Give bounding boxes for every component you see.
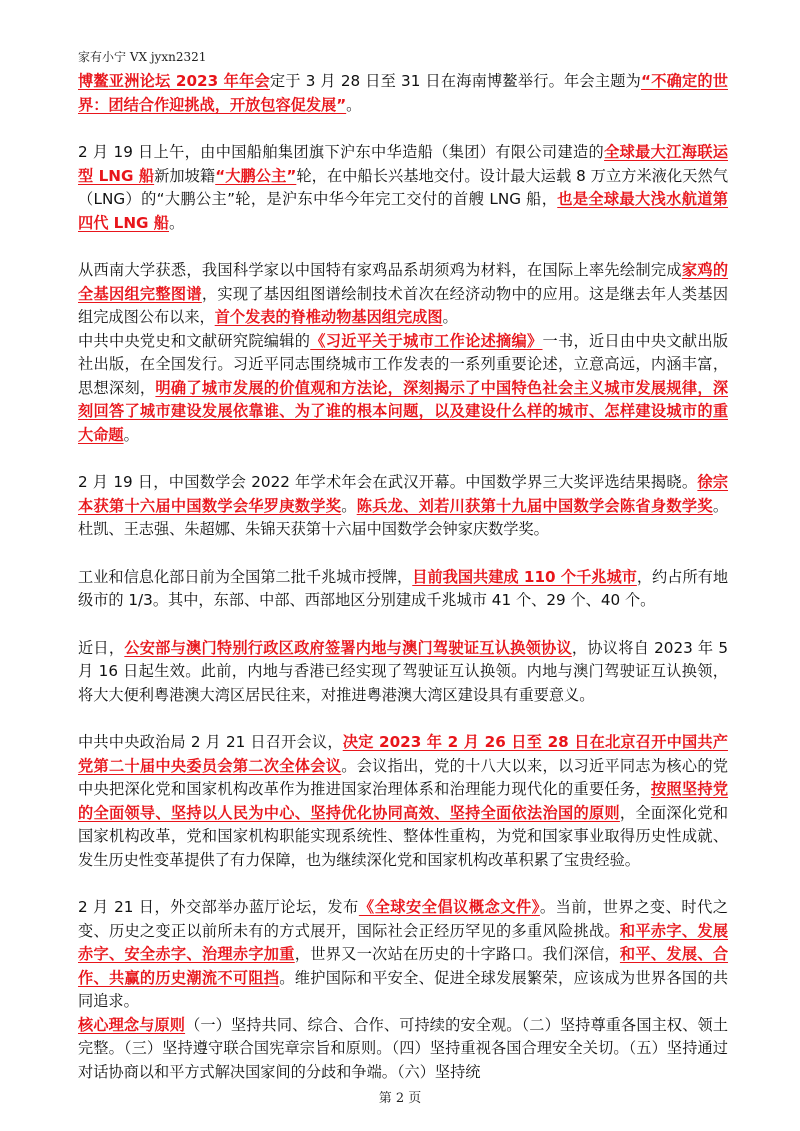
body-text: 。 [341,496,357,515]
highlighted-text: 全球最大江海联运型 LNG 船 [78,143,728,185]
body-text: 近日， [78,638,125,657]
paragraph-city-work-book [78,330,728,448]
paragraph-gigabit-cities [78,566,728,613]
paragraph-global-security [78,896,728,1014]
highlighted-text: 首个发表的脊椎动物基因组完成图 [214,308,443,326]
highlighted-text: 目前我国共建成 110 个千兆城市 [412,567,637,586]
body-text: 工业和信息化部日前为全国第二批千兆城市授牌， [78,567,413,586]
paragraph-lng-ship [78,141,728,235]
body-text: 。当前，世界之变、时代之变、历史之变正以前所未有的方式展开，国际社会正经历罕见的多重风险挑战。 [78,898,728,940]
highlighted-text: 也是全球最大浅水航道第四代 LNG 船 [78,190,728,232]
body-text: 中共中央政治局 2 月 21 日召开会议， [78,733,343,751]
highlighted-text: 核心理念与原则 [78,1015,186,1034]
highlighted-text: 《习近平关于城市工作论述摘编》 [310,331,543,350]
body-text: ，全面深化党和国家机构改革，党和国家机构职能实现系统性、整体性重构，为党和国家事业取得历史性成就、发生历史性变革提供了有力保障，也为继续深化党和国家机构改革积累了宝贵经验。 [78,803,729,869]
body-text: 新加坡籍 [154,166,216,185]
body-text: 2 月 21 日，外交部举办蓝厅论坛，发布 [78,898,359,916]
body-text: 。 [442,308,458,326]
body-text: （一）坚持共同、综合、合作、可持续的安全观。（二）坚持尊重各国主权、领土完整。（三）坚持遵守联合国宪章宗旨和原则。（四）坚持重视各国合理安全关切。（五）坚持通过对话协商以和平方式解决国家间的分歧和争端。（六）坚持统 [78,1015,729,1081]
highlighted-text: “不确定的世界：团结合作迎挑战，开放包容促发展” [78,72,728,114]
highlighted-text: 徐宗本获第十六届中国数学会华罗庚数学奖 [78,473,729,515]
paragraph-core-principles [78,1014,728,1085]
page-number: 第 2 页 [378,1091,422,1106]
body-text: 2 月 19 日上午，由中国船舶集团旗下沪东中华造船（集团）有限公司建造的 [78,143,605,161]
body-text: 。 [346,95,362,114]
body-text: 。杜凯、王志强、朱超娜、朱锦天获第十六届中国数学会钟家庆数学奖。 [78,496,729,538]
body-text: 。 [123,425,139,444]
body-text: ，实现了基因组图谱绘制技术首次在经济动物中的应用。这是继去年人类基因组完成图公布以来， [78,284,729,326]
body-text: 从西南大学获悉，我国科学家以中国特有家鸡品系胡须鸡为材料，在国际上率先绘制完成 [78,261,682,279]
paragraph-politburo-meeting [78,731,728,872]
highlighted-text: 陈兵龙、刘若川获第十九届中国数学会陈省身数学奖 [356,496,713,515]
document-body [78,70,728,1084]
body-text: 。 [169,213,185,232]
body-text: 。会议指出，党的十八大以来，以习近平同志为核心的党中央把深化党和国家机构改革作为推进国家治理体系和治理能力现代化的重要任务， [78,756,729,798]
paragraph-math-awards [78,471,728,542]
body-text: 定于 3 月 28 日至 31 日在海南博鳌举行。年会主题为 [269,72,642,90]
highlighted-text: 和平赤字、发展赤字、安全赤字、治理赤字加重 [78,921,729,963]
paragraph-boao-forum [78,70,728,117]
body-text: 2 月 19 日，中国数学会 2022 年学术年会在武汉开幕。中国数学界三大奖评选结果揭晓。 [78,473,698,491]
body-text: 中共中央党史和文献研究院编辑的 [78,331,311,350]
paragraph-chicken-genome [78,259,728,330]
body-text: ，世界又一次站在历史的十字路口。我们深信， [294,945,620,963]
page-header: 家有小宁 VX jyxn2321 [78,50,207,64]
highlighted-text: 和平、发展、合作、共赢的历史潮流不可阻挡 [78,945,729,987]
highlighted-text: 家鸡的全基因组完整图谱 [78,261,729,303]
body-text: 。维护国际和平安全、促进全球发展繁荣，应该成为世界各国的共同追求。 [78,968,729,1010]
body-text: 一书，近日由中央文献出版社出版，在全国发行。习近平同志围绕城市工作发表的一系列重要论述，立意高远，内涵丰富，思想深刻， [78,331,729,397]
highlighted-text: 明确了城市发展的价值观和方法论，深刻揭示了中国特色社会主义城市发展规律，深刻回答了城市建设发展依靠谁、为了谁的根本问题，以及建设什么样的城市、怎样建设城市的重大命题 [78,378,729,444]
highlighted-text: 公安部与澳门特别行政区政府签署内地与澳门驾驶证互认换领协议 [124,638,572,657]
highlighted-text: 按照坚持党的全面领导、坚持以人民为中心、坚持优化协同高效、坚持全面依法治国的原则 [78,780,729,822]
highlighted-text: 决定 2023 年 2 月 26 日至 28 日在北京召开中国共产党第二十届中央委员会第二次全体会议 [78,733,728,775]
highlighted-text: “大鹏公主” [215,166,297,185]
highlighted-text: 《全球安全倡议概念文件》 [358,898,540,916]
body-text: 轮，在中船长兴基地交付。设计最大运载 8 万立方米液化天然气（LNG）的“大鹏公主”轮，是沪东中华今年完工交付的首艘 LNG 船， [78,166,729,208]
paragraph-macau-license [78,637,728,708]
body-text: ，协议将自 2023 年 5 月 16 日起生效。此前，内地与香港已经实现了驾驶证互认换领。内地与澳门驾驶证互认换领，将大大便利粤港澳大湾区居民往来，对推进粤港澳大湾区建设具有重要意义。 [78,638,729,704]
highlighted-text: 博鳌亚洲论坛 2023 年年会 [78,72,270,90]
body-text: ，约占所有地级市的 1/3。其中，东部、中部、西部地区分别建成千兆城市 41 个、29 个、40 个。 [78,567,729,609]
